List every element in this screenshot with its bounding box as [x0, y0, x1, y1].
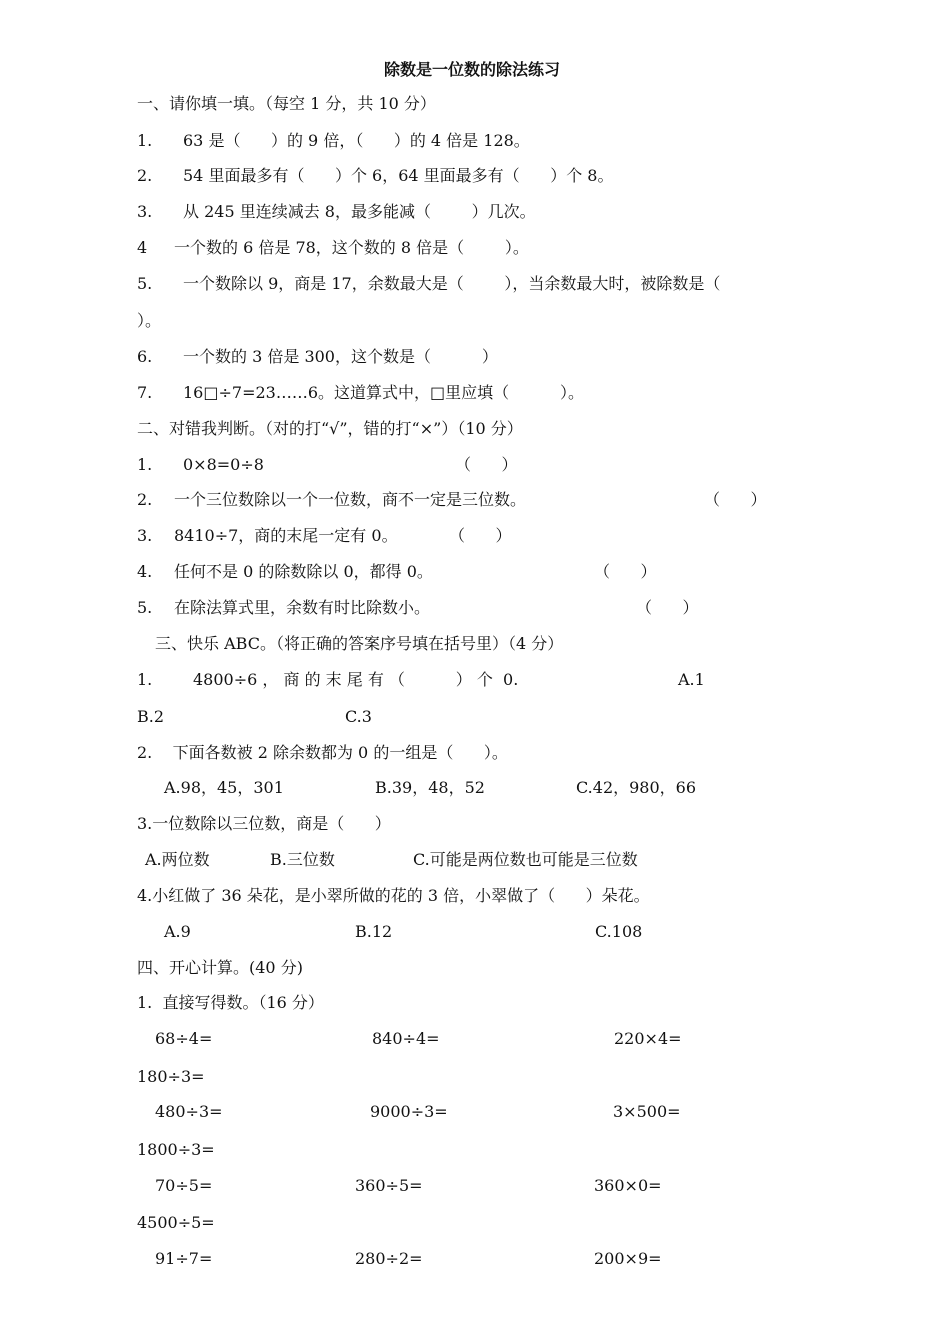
s2-item-paren: （ ） — [704, 490, 767, 509]
s1-item-num: 1. — [137, 131, 153, 150]
s3-q1-option-a: A.1 — [678, 670, 705, 689]
section-3-heading: 三、快乐 ABC。（将正确的答案序号填在括号里）（4 分） — [155, 634, 564, 653]
s1-item-text: 63 是（ ）的 9 倍，（ ）的 4 倍是 128。 — [183, 131, 530, 150]
calc-item: 180÷3= — [137, 1067, 205, 1086]
s1-item-text: 一个数的 3 倍是 300，这个数是（ ） — [183, 347, 498, 366]
s3-q1-num: 1. — [137, 670, 153, 689]
s2-item-paren: （ ） — [594, 562, 657, 581]
s3-q2-option-b: B.39，48，52 — [375, 778, 485, 797]
calc-item: 70÷5= — [155, 1176, 213, 1195]
s2-item-paren: （ ） — [449, 526, 512, 545]
calc-item: 91÷7= — [155, 1249, 213, 1268]
s3-q4-option-a: A.9 — [164, 922, 191, 941]
calc-item: 360÷5= — [355, 1176, 423, 1195]
s1-item-num: 3. — [137, 202, 153, 221]
s3-q3-stem: 3.一位数除以三位数，商是（ ） — [137, 814, 391, 833]
s3-q4-option-b: B.12 — [355, 922, 393, 941]
s1-item-num: 4 — [137, 238, 148, 257]
calc-item: 840÷4= — [372, 1029, 440, 1048]
calc-item: 360×0= — [594, 1176, 662, 1195]
s2-item-num: 2. — [137, 490, 153, 509]
s1-item-text: 16□÷7=23……6。这道算式中，□里应填（ ）。 — [183, 383, 584, 402]
s1-item-text: 从 245 里连续减去 8，最多能减（ ）几次。 — [183, 202, 536, 221]
s1-item-text: 54 里面最多有（ ）个 6，64 里面最多有（ ）个 8。 — [183, 166, 614, 185]
calc-item: 68÷4= — [155, 1029, 213, 1048]
s2-item-text: 一个三位数除以一个一位数，商不一定是三位数。 — [174, 490, 527, 509]
s1-item-num: 5. — [137, 274, 153, 293]
s3-q2-option-c: C.42，980，66 — [576, 778, 697, 797]
s1-item-num: 7. — [137, 383, 153, 402]
s3-q3-option-a: A.两位数 — [145, 850, 210, 869]
s1-item-text-cont: ）。 — [137, 311, 162, 330]
s3-q2-option-a: A.98，45，301 — [164, 778, 284, 797]
s2-item-text: 0×8=0÷8 — [183, 455, 264, 474]
calc-item: 220×4= — [614, 1029, 682, 1048]
s3-q1-stem: 4800÷6 ， 商 的 末 尾 有 （ ） 个 0. — [193, 670, 519, 689]
section-4-heading: 四、开心计算。(40 分) — [137, 958, 303, 977]
calc-item: 1800÷3= — [137, 1140, 215, 1159]
s2-item-num: 3. — [137, 526, 153, 545]
calc-item: 3×500= — [613, 1102, 681, 1121]
s3-q1-option-c: C.3 — [345, 707, 372, 726]
s2-item-text: 在除法算式里，余数有时比除数小。 — [174, 598, 431, 617]
section-2-heading: 二、对错我判断。（对的打“√”，错的打“×”）（10 分） — [137, 419, 523, 438]
calc-item: 9000÷3= — [370, 1102, 448, 1121]
s2-item-num: 1. — [137, 455, 153, 474]
s2-item-text: 任何不是 0 的除数除以 0，都得 0。 — [174, 562, 433, 581]
s3-q3-option-b: B.三位数 — [270, 850, 335, 869]
calc-item: 4500÷5= — [137, 1213, 215, 1232]
s2-item-paren: （ ） — [455, 455, 518, 474]
s1-item-num: 2. — [137, 166, 153, 185]
s1-item-text: 一个数的 6 倍是 78，这个数的 8 倍是（ ）。 — [174, 238, 529, 257]
s2-item-num: 4. — [137, 562, 153, 581]
s2-item-paren: （ ） — [636, 598, 699, 617]
s3-q4-option-c: C.108 — [595, 922, 643, 941]
calc-item: 200×9= — [594, 1249, 662, 1268]
s1-item-num: 6. — [137, 347, 153, 366]
calc-item: 280÷2= — [355, 1249, 423, 1268]
section-4-sub1: 1. 直接写得数。（16 分） — [137, 993, 324, 1012]
section-1-heading: 一、请你填一填。（每空 1 分，共 10 分） — [137, 94, 436, 113]
s1-item-text: 一个数除以 9，商是 17，余数最大是（ ），当余数最大时，被除数是（ — [183, 274, 721, 293]
s3-q4-stem: 4.小红做了 36 朵花，是小翠所做的花的 3 倍，小翠做了（ ）朵花。 — [137, 886, 650, 905]
s3-q2-stem: 2. 下面各数被 2 除余数都为 0 的一组是（ ）。 — [137, 743, 508, 762]
worksheet-title: 除数是一位数的除法练习 — [384, 60, 561, 79]
calc-item: 480÷3= — [155, 1102, 223, 1121]
s3-q3-option-c: C.可能是两位数也可能是三位数 — [413, 850, 638, 869]
s3-q1-option-b: B.2 — [137, 707, 165, 726]
s2-item-text: 8410÷7，商的末尾一定有 0。 — [174, 526, 398, 545]
s2-item-num: 5. — [137, 598, 153, 617]
